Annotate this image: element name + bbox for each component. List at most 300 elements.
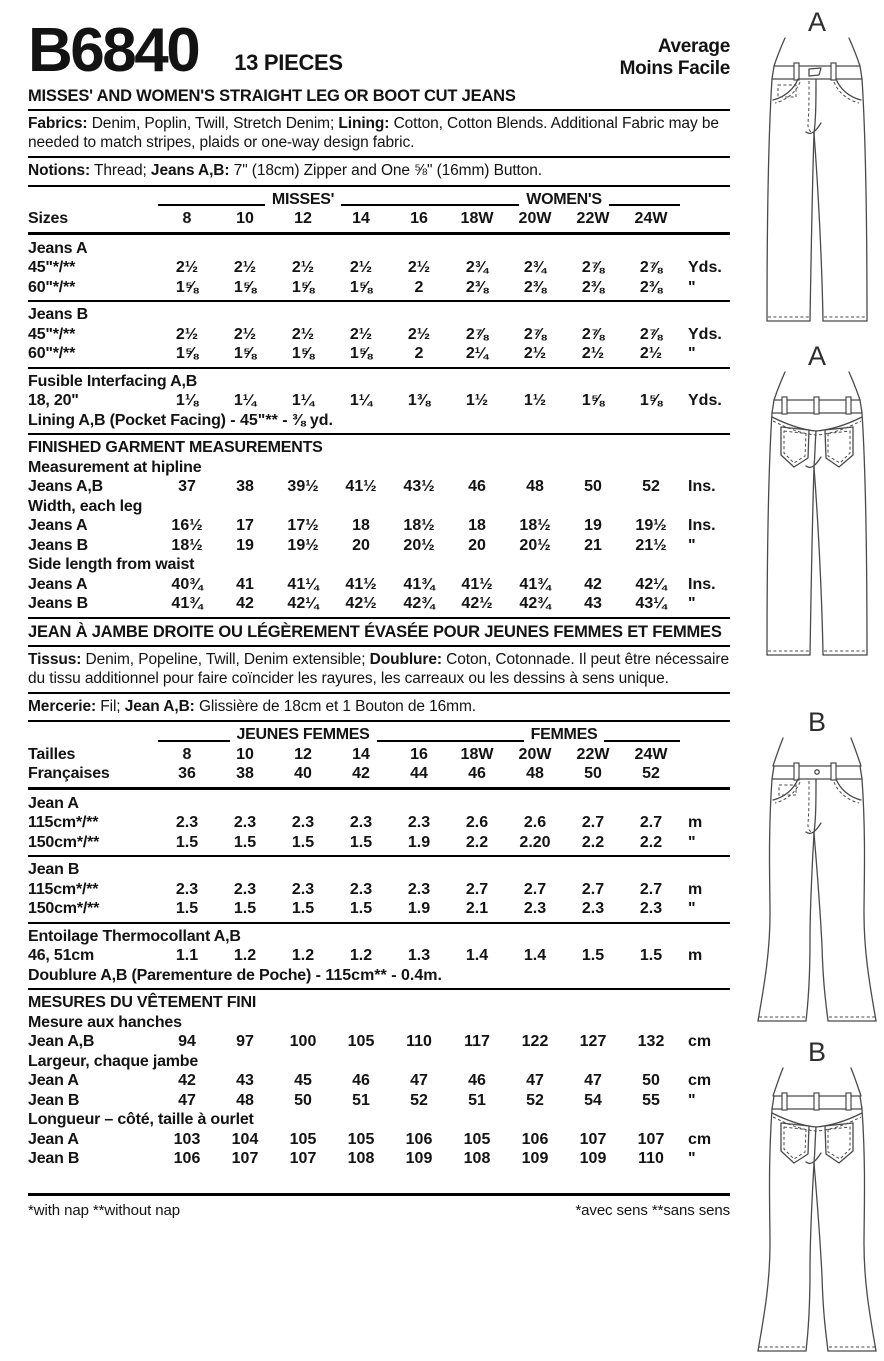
value-cell: 1⅝ [175,345,199,363]
table-row [28,1032,730,1052]
unit-cell: m [688,947,703,965]
value-cell: 103 [173,1130,201,1148]
table-section-row [28,927,730,947]
difficulty-english: Average [657,36,730,58]
value-cell: 2.20 [519,833,551,851]
unit-cell: cm [688,1033,712,1051]
value-cell: 41½ [345,478,377,496]
table-section-label: Mesure aux hanches [28,1013,182,1031]
value-cell: 42¼ [287,595,319,613]
value-cell: 2½ [175,259,199,277]
jeans-a-back-drawing [754,370,880,662]
unit-cell: Yds. [688,325,722,343]
table-row [28,516,730,536]
value-cell: 52 [410,1091,428,1109]
value-cell: 1⅝ [349,345,373,363]
value-cell: 105 [347,1033,375,1051]
value-cell: 2½ [523,345,547,363]
value-cell: 2½ [291,259,315,277]
value-cell: 42 [236,595,254,613]
value-cell: 2.3 [407,814,431,832]
value-cell: 110 [406,1033,432,1051]
mercerie-detail-text: Glissière de 18cm et 1 Bouton de 16mm. [194,697,477,715]
notions-paragraph [28,158,730,186]
row-label: Jeans A [28,517,88,535]
fabrics-label: Fabrics: [28,114,88,132]
table-group-header [28,190,730,210]
french-title: JEAN À JAMBE DROITE OU LÉGÈREMENT ÉVASÉE POUR JEUNES FEMMES ET FEMMES [28,617,730,647]
value-cell: 2.3 [291,880,315,898]
value-cell: 46 [468,478,486,496]
value-cell: 109 [405,1150,433,1168]
value-cell: 44 [410,765,428,783]
table-row [28,278,730,298]
table-section-row [28,239,730,259]
value-cell: 43 [236,1072,254,1090]
table-note-row [28,411,730,431]
value-cell: 105 [347,1130,375,1148]
table-row [28,575,730,595]
view-label-a: A [807,7,826,37]
value-cell: 16 [410,210,428,228]
view-label-b-back: B [807,1037,826,1067]
unit-cell: " [688,1150,696,1168]
value-cell: 20W [518,745,552,763]
value-cell: 1⅜ [407,392,431,410]
notions-detail-text: 7" (18cm) Zipper and One ⅝" (16mm) Button. [229,162,542,180]
value-cell: 22W [576,745,610,763]
value-cell: 2.3 [639,900,663,918]
jeans-b-back-drawing [754,1066,880,1358]
table-section-label: Entoilage Thermocollant A,B [28,927,241,945]
notions-label: Notions: [28,162,91,180]
unit-cell: " [688,833,696,851]
value-cell: 20 [468,536,486,554]
size-group-label-1: MISSES' [158,190,448,210]
mercerie-jean-label: Jean A,B: [124,697,195,715]
value-cell: 1⅝ [233,345,257,363]
row-label: 115cm*/** [28,880,99,898]
table-row [28,946,730,966]
nap-note-french: *avec sens **sans sens [575,1201,730,1219]
lining-text: Cotton, Cotton Blends. Additional Fabric may be needed to match stripes, plaids or one-way design fabric. [28,114,719,152]
table-section-label: Jean A [28,794,79,812]
value-cell: 1.9 [407,833,431,851]
english-title: MISSES' AND WOMEN'S STRAIGHT LEG OR BOOT CUT JEANS [28,85,730,111]
value-cell: 42 [352,765,370,783]
value-cell: 2.3 [349,814,373,832]
value-cell: 1.5 [639,947,663,965]
view-label-b: B [807,707,826,737]
table-section-row [28,1110,730,1130]
value-cell: 2½ [291,325,315,343]
table-section-row [28,1013,730,1033]
value-cell: 2½ [349,259,373,277]
row-label: Jeans B [28,536,88,554]
unit-cell: " [688,595,696,613]
row-label: Tailles [28,745,76,763]
value-cell: 2⅞ [465,325,489,343]
table-row [28,899,730,919]
row-label: Jean A [28,1130,79,1148]
lining-label: Lining: [338,114,390,132]
table-section-label: Measurement at hipline [28,458,202,476]
value-cell: 20 [352,536,370,554]
value-cell: 1.2 [291,947,315,965]
value-cell: 48 [526,478,544,496]
table-corner [28,190,158,210]
table-rule [28,300,730,302]
table-section-row [28,794,730,814]
value-cell: 107 [289,1150,317,1168]
table-section-row [28,372,730,392]
row-label: 115cm*/** [28,814,99,832]
size-group-label-2: FEMMES [448,725,680,745]
row-label: 150cm*/** [28,833,100,851]
value-cell: 2½ [233,259,257,277]
table-section-row [28,497,730,517]
unit-cell: Yds. [688,392,722,410]
unit-cell: " [688,345,696,363]
tissus-text: Denim, Popeline, Twill, Denim extensible; [81,650,370,668]
value-cell: 105 [289,1130,317,1148]
value-cell: 54 [584,1091,602,1109]
value-cell: 1.9 [407,900,431,918]
value-cell: 1.5 [349,900,373,918]
table-row [28,833,730,853]
value-cell: 117 [464,1033,490,1051]
value-cell: 97 [236,1033,254,1051]
pattern-number: B6840 [28,16,199,85]
table-row [28,391,730,411]
value-cell: 2 [414,278,424,296]
footnotes [28,1193,730,1219]
table-rule [28,787,730,790]
value-cell: 106 [405,1130,433,1148]
table-section-row [28,438,730,458]
value-cell: 2½ [407,325,431,343]
value-cell: 21½ [635,536,667,554]
main-column [28,0,730,1358]
row-label: Jeans B [28,595,88,613]
value-cell: 110 [638,1150,664,1168]
value-cell: 1½ [523,392,547,410]
table-rule [28,367,730,369]
table-section-label: Largeur, chaque jambe [28,1052,199,1070]
table-row [28,1091,730,1111]
value-cell: 10 [236,210,254,228]
value-cell: 109 [579,1150,607,1168]
value-cell: 1.3 [407,947,431,965]
value-cell: 50 [642,1072,660,1090]
table-rule [28,433,730,435]
table-section-label: Width, each leg [28,497,143,515]
value-cell: 48 [236,1091,254,1109]
mercerie-paragraph [28,694,730,722]
value-cell: 2⅜ [639,278,663,296]
value-cell: 2⅞ [581,325,605,343]
value-cell: 1⅝ [291,345,315,363]
value-cell: 47 [410,1072,428,1090]
value-cell: 22W [576,210,610,228]
difficulty-french: Moins Facile [619,57,730,79]
value-cell: 42¾ [403,595,435,613]
value-cell: 17 [236,517,254,535]
value-cell: 1.5 [175,900,199,918]
value-cell: 51 [352,1091,370,1109]
value-cell: 2¾ [523,259,547,277]
table-row [28,477,730,497]
fabrics-text: Denim, Poplin, Twill, Stretch Denim; [87,114,339,132]
value-cell: 18½ [403,517,435,535]
value-cell: 46 [468,765,486,783]
value-cell: 2.3 [349,880,373,898]
row-label: Jean B [28,1150,80,1168]
value-cell: 2⅜ [523,278,547,296]
unit-cell: Ins. [688,517,716,535]
value-cell: 2.3 [407,880,431,898]
view-label-a-back: A [807,341,826,371]
table-row [28,1071,730,1091]
table-section-label: MESURES DU VÊTEMENT FINI [28,994,257,1012]
table-rule [28,855,730,857]
value-cell: 2⅜ [465,278,489,296]
value-cell: 2.3 [233,814,257,832]
table-rule [28,922,730,924]
value-cell: 2½ [581,345,605,363]
value-cell: 107 [637,1130,665,1148]
jeans-a-front-drawing [754,36,880,328]
value-cell: 2.3 [581,900,605,918]
nap-note-english: *with nap **without nap [28,1201,180,1219]
pieces-count: 13 PIECES [234,49,343,75]
value-cell: 19½ [635,517,667,535]
value-cell: 42¾ [519,595,551,613]
jeans-b-front-drawing [754,736,880,1028]
value-cell: 14 [352,745,370,763]
value-cell: 10 [236,745,254,763]
tissus-label: Tissus: [28,650,82,668]
value-cell: 2.3 [291,814,315,832]
value-cell: 43½ [403,478,435,496]
value-cell: 8 [182,210,192,228]
value-cell: 52 [642,478,660,496]
value-cell: 20½ [519,536,551,554]
value-cell: 1.1 [175,947,199,965]
value-cell: 2⅞ [581,259,605,277]
value-cell: 2.2 [581,833,605,851]
value-cell: 106 [173,1150,201,1168]
doublure-text: Coton, Cotonnade. Il peut être nécessaire du tissu additionnel pour faire coïncider les rayures, les carreaux ou les dessins à sens unique. [28,650,729,687]
value-cell: 36 [178,765,196,783]
value-cell: 41½ [461,575,493,593]
row-label: 46, 51cm [28,947,95,965]
table-section-label: Side length from waist [28,556,195,574]
value-cell: 100 [289,1033,317,1051]
unit-cell [680,764,730,784]
unit-cell: m [688,880,703,898]
value-cell: 1.2 [233,947,257,965]
value-cell: 24W [634,745,668,763]
value-cell: 108 [463,1150,491,1168]
table-section-row [28,860,730,880]
unit-cell: Ins. [688,575,716,593]
value-cell: 2.3 [523,900,547,918]
value-cell: 1⅝ [233,278,257,296]
value-cell: 16½ [171,517,203,535]
table-row [28,745,730,765]
table-row [28,536,730,556]
value-cell: 1⅝ [349,278,373,296]
value-cell: 1.4 [523,947,547,965]
row-label: Jean B [28,1091,80,1109]
value-cell: 2½ [175,325,199,343]
table-row [28,764,730,784]
table-section-label: Jean B [28,861,80,879]
value-cell: 18W [460,745,494,763]
value-cell: 122 [521,1033,549,1051]
value-cell: 24W [634,210,668,228]
value-cell: 2½ [407,259,431,277]
value-cell: 19½ [287,536,319,554]
unit-corner [680,190,730,210]
value-cell: 2.7 [639,814,663,832]
unit-cell: m [688,814,703,832]
value-cell: 20½ [403,536,435,554]
table-row [28,594,730,614]
value-cell: 12 [294,210,312,228]
garment-illustrations [752,0,882,1358]
value-cell: 2.7 [523,880,547,898]
table-section-label: Jeans A [28,239,88,257]
table-rule [28,232,730,235]
row-label: 45"*/** [28,259,76,277]
row-label: Jeans A,B [28,478,103,496]
value-cell: 1.5 [581,947,605,965]
value-cell: 40 [294,765,312,783]
value-cell: 2.7 [465,880,489,898]
value-cell: 2.7 [581,880,605,898]
value-cell: 2.1 [465,900,489,918]
value-cell: 2½ [233,325,257,343]
value-cell: 12 [294,745,312,763]
value-cell: 1¼ [233,392,257,410]
fabrics-paragraph [28,111,730,158]
value-cell: 55 [642,1091,660,1109]
french-metrage-table [28,725,730,1169]
figure-jeans-a-front [752,8,882,328]
value-cell: 46 [352,1072,370,1090]
value-cell: 106 [521,1130,549,1148]
table-note-text: - 45"** - ⅜ yd. [225,411,333,429]
value-cell: 38 [236,478,254,496]
value-cell: 2.7 [581,814,605,832]
value-cell: 43 [584,595,602,613]
value-cell: 21 [584,536,602,554]
unit-cell: " [688,1091,696,1109]
value-cell: 40¾ [171,575,203,593]
value-cell: 42¼ [635,575,667,593]
table-section-row [28,993,730,1013]
table-note-label: Doublure A,B (Parementure de Poche) [28,966,312,984]
value-cell: 42½ [461,595,493,613]
value-cell: 47 [178,1091,196,1109]
table-note-row [28,966,730,986]
difficulty-rating [620,36,730,79]
value-cell: 104 [231,1130,259,1148]
table-row [28,344,730,364]
unit-cell: Yds. [688,259,722,277]
table-section-label: Fusible Interfacing A,B [28,372,198,390]
value-cell: 109 [521,1150,549,1168]
mercerie-text: Fil; [96,697,125,715]
value-cell: 1.5 [291,833,315,851]
size-group-label-2: WOMEN'S [448,190,680,210]
value-cell: 43¼ [635,595,667,613]
table-row [28,325,730,345]
value-cell: 37 [178,478,196,496]
table-rule [28,988,730,990]
value-cell: 2.7 [639,880,663,898]
unit-cell: " [688,536,696,554]
value-cell: 51 [468,1091,486,1109]
value-cell: 50 [294,1091,312,1109]
notions-text: Thread; [90,162,151,180]
value-cell: 2⅞ [639,325,663,343]
tissus-paragraph [28,647,730,694]
value-cell: 18½ [171,536,203,554]
value-cell: 47 [526,1072,544,1090]
row-label: 60"*/** [28,278,76,296]
value-cell: 8 [182,745,192,763]
table-note-text: - 115cm** - 0.4m. [311,966,442,984]
value-cell: 20W [518,210,552,228]
value-cell: 18 [352,517,370,535]
value-cell: 1¼ [291,392,315,410]
value-cell: 2.6 [465,814,489,832]
value-cell: 52 [642,765,660,783]
value-cell: 1.5 [233,833,257,851]
value-cell: 107 [231,1150,259,1168]
value-cell: 2 [414,345,424,363]
english-yardage-table [28,190,730,614]
value-cell: 132 [637,1033,665,1051]
row-label: 45"*/** [28,325,76,343]
value-cell: 2.3 [175,814,199,832]
unit-cell [680,209,730,229]
value-cell: 2.2 [639,833,663,851]
unit-cell: " [688,278,696,296]
value-cell: 16 [410,745,428,763]
value-cell: 39½ [287,478,319,496]
table-row [28,1149,730,1169]
table-corner [28,725,158,745]
value-cell: 2½ [349,325,373,343]
table-row [28,209,730,229]
value-cell: 1⅝ [175,278,199,296]
size-group-label-1: JEUNES FEMMES [158,725,448,745]
value-cell: 41 [236,575,254,593]
value-cell: 38 [236,765,254,783]
table-section-label: Jeans B [28,306,88,324]
row-label: Françaises [28,765,110,783]
value-cell: 2.3 [233,880,257,898]
row-label: Jean A,B [28,1033,95,1051]
row-label: 18, 20" [28,392,79,410]
value-cell: 50 [584,478,602,496]
unit-cell [680,745,730,765]
table-row [28,258,730,278]
